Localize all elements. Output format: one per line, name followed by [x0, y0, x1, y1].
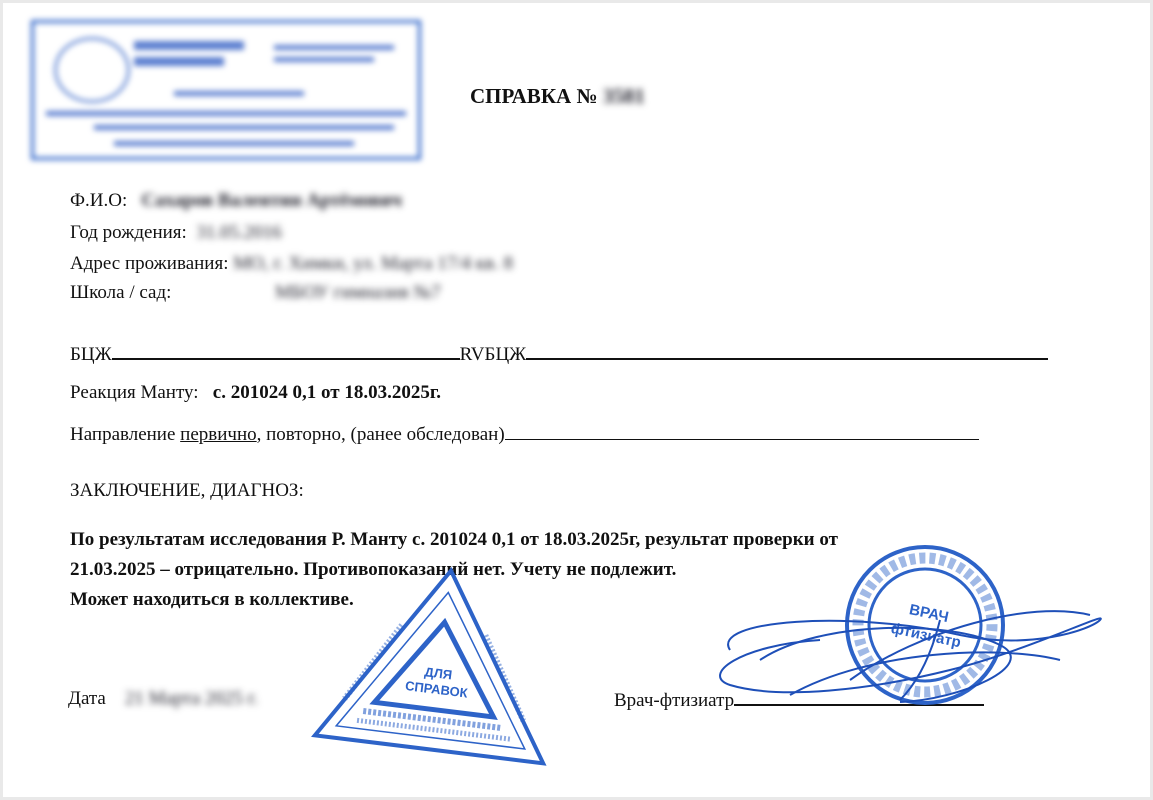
fio-value: Сахаров Валентин Артёмович: [141, 190, 402, 211]
organization-logo-icon: [54, 37, 130, 103]
birth-row: [70, 222, 282, 244]
date-label: Дата: [68, 688, 106, 709]
direction-rest: , повторно, (ранее обследован): [256, 424, 505, 445]
bcg-blank-line: [112, 342, 460, 360]
conclusion-line-2: 21.03.2025 – отрицательно. Противопоказаний нет. Учету не подлежит.: [70, 559, 677, 580]
school-label: Школа / сад:: [70, 282, 172, 303]
title-label: СПРАВКА №: [470, 84, 598, 108]
mantoux-value: с. 201024 0,1 от 18.03.2025г.: [212, 382, 442, 403]
address-row: [70, 253, 513, 275]
doctor-signature: [700, 590, 1120, 720]
mantoux-row: [70, 382, 441, 404]
school-row: [70, 282, 171, 304]
certificate-number: 3581: [602, 84, 645, 108]
organization-corner-stamp: [31, 20, 421, 160]
conclusion-heading: ЗАКЛЮЧЕНИЕ, ДИАГНОЗ:: [70, 480, 304, 501]
birth-label: Год рождения:: [70, 222, 187, 243]
direction-blank-line: [505, 423, 979, 440]
document-title: [470, 84, 645, 109]
date-row: [68, 688, 258, 710]
direction-row: [70, 423, 979, 446]
address-value: МО, г. Химки, ул. Марта 17/4 кв. 8: [233, 253, 513, 274]
bcg-label: БЦЖ: [70, 344, 112, 365]
conclusion-line-1: По результатам исследования Р. Манту с. 201024 0,1 от 18.03.2025г, результат проверки от: [70, 529, 838, 550]
address-label: Адрес проживания:: [70, 253, 229, 274]
rv-bcg-blank-line: [526, 342, 1048, 360]
fio-label: Ф.И.О:: [70, 190, 128, 211]
triangle-stamp-text-2: СПРАВОК: [404, 678, 469, 701]
direction-label: Направление: [70, 424, 176, 445]
conclusion-line-3: Может находиться в коллективе.: [70, 589, 354, 610]
direction-primary: первично: [180, 424, 257, 445]
round-stamp-text-2: фтизиатр: [889, 619, 963, 652]
triangle-stamp: [310, 560, 570, 760]
bcg-row: [70, 342, 1048, 366]
organization-details: [274, 43, 361, 54]
birth-value: 31.05.2016: [196, 222, 282, 243]
fio-row: [70, 190, 402, 212]
date-value: 21 Марта 2025 г.: [124, 688, 259, 709]
school-value-row: [275, 282, 441, 304]
organization-name: [134, 35, 210, 46]
doctor-label: Врач-фтизиатр: [614, 690, 735, 711]
round-stamp-text-1: ВРАЧ: [907, 601, 951, 627]
mantoux-label: Реакция Манту:: [70, 382, 199, 403]
rv-bcg-label: RVБЦЖ: [459, 344, 527, 365]
triangle-stamp-text-1: ДЛЯ: [423, 664, 454, 683]
school-value: МБОУ гимназия №7: [275, 282, 441, 303]
